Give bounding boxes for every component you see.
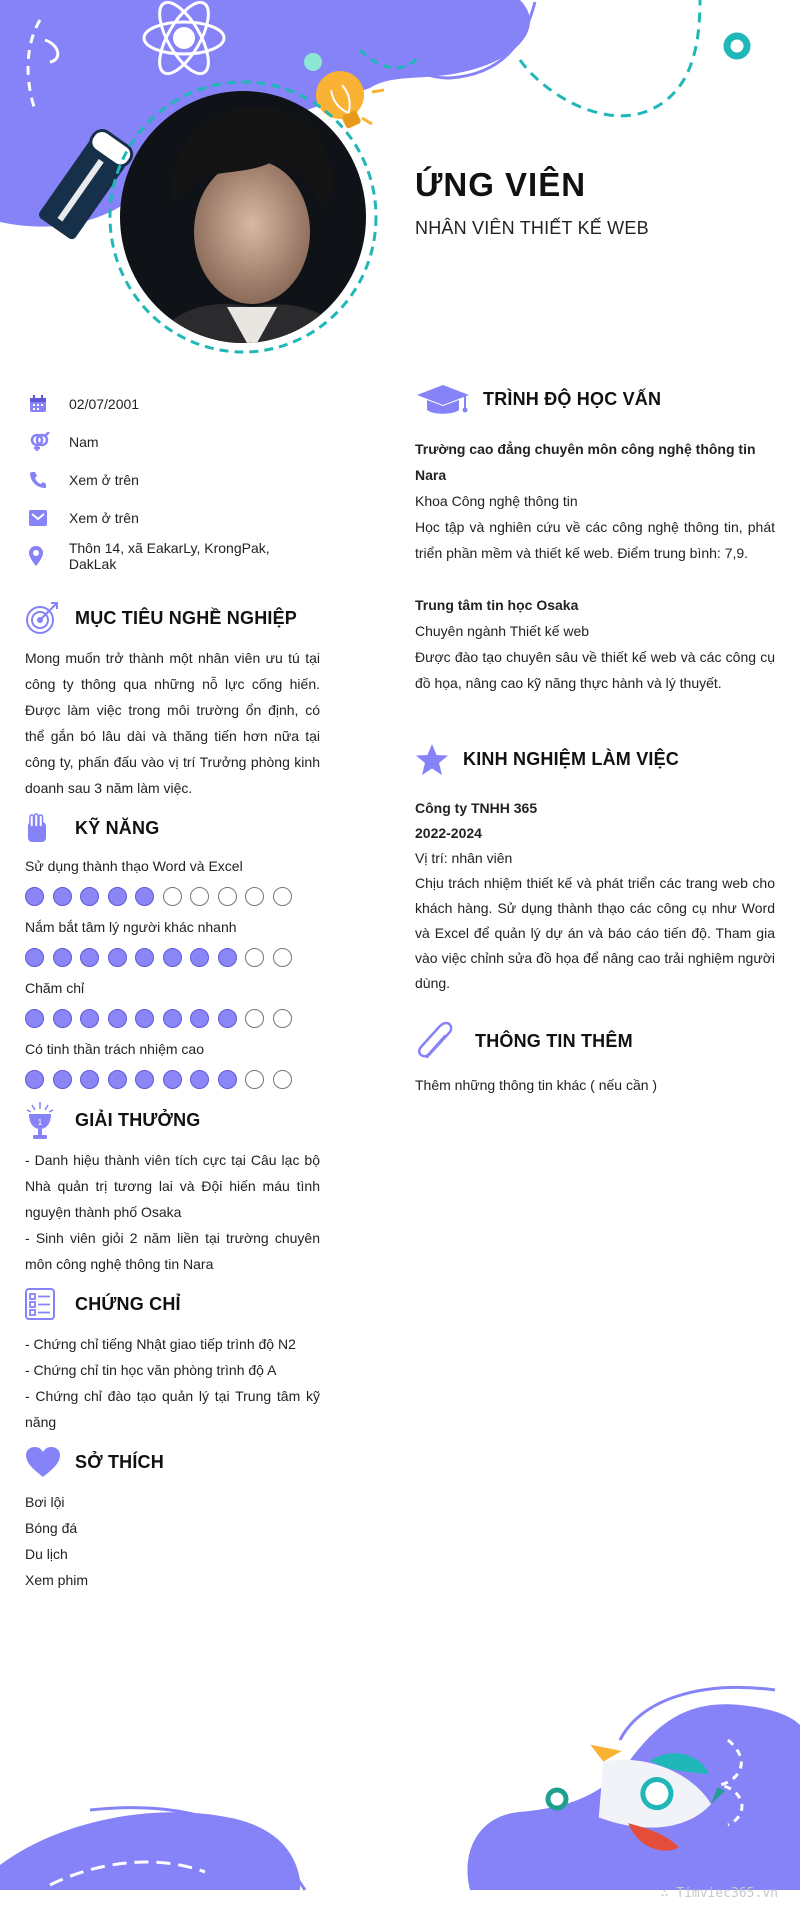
top-dashed-curve — [520, 0, 700, 116]
contact-list — [25, 385, 320, 575]
work-period: 2022-2024 — [415, 825, 482, 841]
objective-title: MỤC TIÊU NGHỀ NGHIỆP — [75, 607, 298, 628]
right-column — [415, 378, 775, 1098]
objective-header — [25, 597, 320, 639]
graduation-cap-icon — [415, 381, 483, 417]
rating-dot-empty — [218, 887, 237, 906]
rating-dot-filled — [163, 948, 182, 967]
rating-dot-filled — [218, 1009, 237, 1028]
rating-dot-filled — [80, 887, 99, 906]
skill-name: Chăm chỉ — [25, 980, 85, 996]
school-major: Khoa Công nghệ thông tin — [415, 493, 578, 509]
experience-title: KINH NGHIỆM LÀM VIỆC — [463, 748, 680, 769]
calendar-icon — [25, 395, 69, 413]
star-icon — [415, 743, 463, 776]
teal-ring-small — [548, 1790, 566, 1808]
list-item: - Danh hiệu thành viên tích cực tại Câu lạc bộ Nhà quản trị tương lai và Đội hiến máu tình nguyện thành phố Osaka — [25, 1152, 320, 1220]
certificates-section — [25, 1283, 320, 1435]
rating-dot-filled — [108, 887, 127, 906]
experience-header — [415, 738, 775, 780]
awards-header — [25, 1099, 320, 1141]
rating-dot-filled — [190, 1009, 209, 1028]
avatar — [112, 82, 374, 352]
school-name: Trung tâm tin học Osaka — [415, 597, 579, 613]
skill-rating — [25, 1070, 320, 1089]
rating-dot-empty — [190, 887, 209, 906]
rating-dot-filled — [135, 1009, 154, 1028]
rating-dot-filled — [218, 1070, 237, 1089]
rating-dot-empty — [273, 1070, 292, 1089]
rating-dot-filled — [135, 1070, 154, 1089]
rating-dot-filled — [53, 1070, 72, 1089]
rating-dot-empty — [273, 948, 292, 967]
trophy-icon — [25, 1100, 75, 1140]
skill-rating — [25, 887, 320, 906]
skills-header — [25, 807, 320, 849]
objective-text: Mong muốn trở thành một nhân viên ưu tú tại công ty thông qua những nỗ lực cống hiến. Được làm việc trong môi trường ổn định, có thể gắn bó lâu dài và thăng tiến hơn nữa tại công ty, phấn đấu vào vị trí Trưởng phòng kinh doanh sau 3 năm làm việc. — [25, 650, 320, 796]
list-item: Bóng đá — [25, 1520, 78, 1536]
teal-dot — [304, 53, 322, 71]
target-icon — [25, 601, 75, 635]
rating-dot-filled — [218, 948, 237, 967]
company-name: Công ty TNHH 365 — [415, 800, 538, 816]
skill-name: Sử dụng thành thạo Word và Excel — [25, 858, 243, 874]
contact-phone — [25, 461, 320, 499]
extra-section — [415, 1020, 775, 1098]
skill-rating — [25, 1009, 320, 1028]
hobbies-section — [25, 1441, 320, 1593]
email-icon — [25, 510, 69, 526]
rating-dot-filled — [135, 948, 154, 967]
certificates-list — [25, 1331, 320, 1435]
contact-birthday — [25, 385, 320, 423]
hobbies-header — [25, 1441, 320, 1483]
skills-section — [25, 807, 320, 1089]
rating-dot-empty — [245, 948, 264, 967]
skill-name: Nắm bắt tâm lý người khác nhanh — [25, 919, 237, 935]
candidate-name: ỨNG VIÊN — [415, 166, 587, 203]
list-item: Xem phim — [25, 1572, 89, 1588]
watermark: ∴ Timviec365.vn — [660, 1886, 778, 1901]
extra-header — [415, 1020, 775, 1062]
certificates-header — [25, 1283, 320, 1325]
fist-icon — [25, 812, 75, 844]
education-item — [415, 592, 775, 696]
hobbies-list — [25, 1489, 320, 1593]
certificates-title: CHỨNG CHỈ — [75, 1293, 181, 1314]
hobbies-title: SỞ THÍCH — [75, 1451, 164, 1472]
contact-email — [25, 499, 320, 537]
rating-dot-filled — [135, 887, 154, 906]
rating-dot-filled — [190, 948, 209, 967]
awards-list — [25, 1147, 320, 1277]
awards-section — [25, 1099, 320, 1277]
school-major: Chuyên ngành Thiết kế web — [415, 623, 590, 639]
school-description: Được đào tạo chuyên sâu về thiết kế web và các công cụ đồ họa, nâng cao kỹ năng thực hành và lý thuyết. — [415, 649, 775, 691]
phone-icon — [25, 471, 69, 489]
rating-dot-filled — [25, 948, 44, 967]
left-column — [25, 385, 320, 1593]
list-item: Bơi lội — [25, 1494, 65, 1510]
education-section — [415, 378, 775, 696]
gender-icon — [25, 432, 69, 452]
skill-item — [25, 916, 320, 967]
rating-dot-empty — [273, 887, 292, 906]
paperclip-icon — [415, 1021, 475, 1061]
bottom-left-blob — [0, 1812, 300, 1890]
teal-ring — [727, 36, 747, 56]
rating-dot-filled — [108, 1070, 127, 1089]
rating-dot-filled — [163, 1009, 182, 1028]
school-name: Trường cao đẳng chuyên môn công nghệ thông tin Nara — [415, 441, 756, 483]
work-description: Chịu trách nhiệm thiết kế và phát triển các trang web cho khách hàng. Sử dụng thành thạo các công cụ như Word và Excel để quản lý dự án và báo cáo tiến độ. Tham gia vào việc chỉnh sửa đồ họa để nâng cao trải nghiệm người dùng. — [415, 875, 775, 991]
heart-icon — [25, 1446, 75, 1478]
contact-value: Xem ở trên — [69, 510, 139, 526]
extra-title: THÔNG TIN THÊM — [475, 1030, 633, 1051]
school-description: Học tập và nghiên cứu về các công nghệ thông tin, phát triển phần mềm và thiết kế web. Điểm trung bình: 7,9. — [415, 519, 775, 561]
rating-dot-empty — [245, 887, 264, 906]
checklist-icon — [25, 1288, 75, 1320]
list-item: - Chứng chỉ đào tạo quản lý tại Trung tâm kỹ năng — [25, 1388, 320, 1430]
objective-section — [25, 597, 320, 801]
rating-dot-filled — [25, 1070, 44, 1089]
education-title: TRÌNH ĐỘ HỌC VẤN — [483, 388, 662, 409]
rating-dot-filled — [53, 1009, 72, 1028]
skill-name: Có tinh thần trách nhiệm cao — [25, 1041, 204, 1057]
rating-dot-empty — [245, 1009, 264, 1028]
contact-value: Xem ở trên — [69, 472, 139, 488]
rating-dot-filled — [80, 1070, 99, 1089]
rating-dot-filled — [53, 887, 72, 906]
skill-item — [25, 977, 320, 1028]
rating-dot-filled — [108, 1009, 127, 1028]
rating-dot-filled — [53, 948, 72, 967]
contact-gender — [25, 423, 320, 461]
list-item: - Sinh viên giỏi 2 năm liền tại trường chuyên môn công nghệ thông tin Nara — [25, 1230, 320, 1272]
rating-dot-filled — [163, 1070, 182, 1089]
location-icon — [25, 546, 69, 566]
skill-item — [25, 1038, 320, 1089]
contact-value: Nam — [69, 434, 99, 450]
rating-dot-filled — [25, 887, 44, 906]
extra-text: Thêm những thông tin khác ( nếu cần ) — [415, 1077, 658, 1093]
education-header — [415, 378, 775, 420]
education-item — [415, 436, 775, 566]
contact-value: 02/07/2001 — [69, 396, 140, 412]
job-position: NHÂN VIÊN THIẾT KẾ WEB — [415, 218, 649, 238]
rating-dot-filled — [108, 948, 127, 967]
rating-dot-empty — [245, 1070, 264, 1089]
work-role: Vị trí: nhân viên — [415, 850, 513, 866]
list-item: - Chứng chỉ tin học văn phòng trình độ A — [25, 1362, 277, 1378]
experience-item — [415, 796, 775, 996]
rating-dot-filled — [190, 1070, 209, 1089]
rating-dot-filled — [80, 1009, 99, 1028]
experience-section — [415, 738, 775, 996]
rating-dot-empty — [163, 887, 182, 906]
svg-text:1: 1 — [37, 1118, 43, 1127]
skill-item — [25, 855, 320, 906]
rating-dot-filled — [80, 948, 99, 967]
list-item: - Chứng chỉ tiếng Nhật giao tiếp trình độ N2 — [25, 1336, 296, 1352]
rating-dot-filled — [25, 1009, 44, 1028]
contact-address — [25, 537, 320, 575]
list-item: Du lịch — [25, 1546, 68, 1562]
skills-title: KỸ NĂNG — [75, 817, 160, 838]
awards-title: GIẢI THƯỞNG — [75, 1109, 201, 1130]
skill-rating — [25, 948, 320, 967]
rating-dot-empty — [273, 1009, 292, 1028]
contact-value: Thôn 14, xã EakarLy, KrongPak, DakLak — [68, 540, 270, 572]
